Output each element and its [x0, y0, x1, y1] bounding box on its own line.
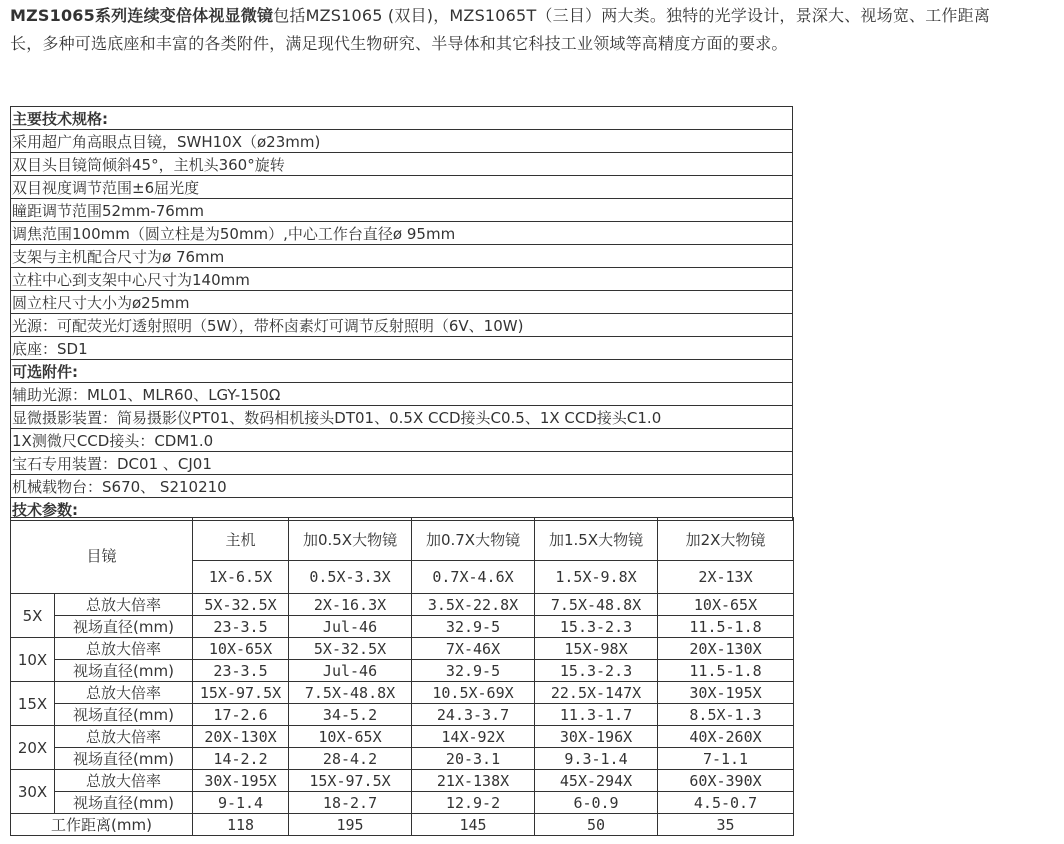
field-of-view-cell: 11.5-1.8: [658, 660, 794, 682]
spec-item: 支架与主机配合尺寸为ø 76mm: [11, 245, 793, 268]
field-of-view-cell: 9.3-1.4: [535, 748, 658, 770]
field-of-view-cell: 12.9-2: [412, 792, 535, 814]
zoom-range-cell: 1X-6.5X: [193, 561, 289, 594]
magnification-label: 总放大倍率: [55, 594, 193, 616]
column-header: 加0.5X大物镜: [289, 518, 412, 561]
field-of-view-label: 视场直径(mm): [55, 748, 193, 770]
magnification-cell: 15X-97.5X: [289, 770, 412, 792]
field-of-view-cell: 8.5X-1.3: [658, 704, 794, 726]
eyepiece-power-cell: 30X: [11, 770, 55, 814]
column-header: 加1.5X大物镜: [535, 518, 658, 561]
magnification-label: 总放大倍率: [55, 682, 193, 704]
field-of-view-cell: 24.3-3.7: [412, 704, 535, 726]
spec-table: [10, 106, 793, 521]
magnification-cell: 14X-92X: [412, 726, 535, 748]
magnification-cell: 22.5X-147X: [535, 682, 658, 704]
zoom-range-cell: 1.5X-9.8X: [535, 561, 658, 594]
magnification-cell: 7.5X-48.8X: [535, 594, 658, 616]
working-distance-label: 工作距离(mm): [11, 814, 193, 836]
magnification-cell: 10X-65X: [289, 726, 412, 748]
magnification-cell: 7X-46X: [412, 638, 535, 660]
field-of-view-cell: 9-1.4: [193, 792, 289, 814]
spec-item: 立柱中心到支架中心尺寸为140mm: [11, 268, 793, 291]
accessory-item: 辅助光源：ML01、MLR60、LGY-150Ω: [11, 383, 793, 406]
field-of-view-cell: 15.3-2.3: [535, 660, 658, 682]
accessory-item: 机械载物台：S670、 S210210: [11, 475, 793, 498]
spec-item: 圆立柱尺寸大小为ø25mm: [11, 291, 793, 314]
magnification-cell: 7.5X-48.8X: [289, 682, 412, 704]
field-of-view-cell: 6-0.9: [535, 792, 658, 814]
column-header: 加2X大物镜: [658, 518, 794, 561]
magnification-cell: 20X-130X: [193, 726, 289, 748]
field-of-view-label: 视场直径(mm): [55, 704, 193, 726]
column-header: 加0.7X大物镜: [412, 518, 535, 561]
working-distance-cell: 118: [193, 814, 289, 836]
field-of-view-cell: 20-3.1: [412, 748, 535, 770]
intro-text: 包括MZS1065 (双目)，MZS1065T（三目）两大类。独特的光学设计，景深大、视场宽、工作距离长，多种可选底座和丰富的各类附件，满足现代生物研究、半导体和其它科技工业领域等高精度方面的要求。: [10, 6, 991, 53]
field-of-view-label: 视场直径(mm): [55, 660, 193, 682]
field-of-view-cell: Jul-46: [289, 616, 412, 638]
field-of-view-cell: 23-3.5: [193, 616, 289, 638]
field-of-view-cell: 32.9-5: [412, 616, 535, 638]
column-header: 主机: [193, 518, 289, 561]
zoom-range-cell: 0.5X-3.3X: [289, 561, 412, 594]
field-of-view-cell: 17-2.6: [193, 704, 289, 726]
eyepiece-power-cell: 5X: [11, 594, 55, 638]
param-table: [10, 517, 794, 836]
magnification-label: 总放大倍率: [55, 770, 193, 792]
section-header-main-specs: 主要技术规格:: [11, 107, 793, 130]
field-of-view-cell: 14-2.2: [193, 748, 289, 770]
magnification-cell: 3.5X-22.8X: [412, 594, 535, 616]
intro-title: MZS1065系列连续变倍体视显微镜: [10, 6, 274, 25]
magnification-label: 总放大倍率: [55, 638, 193, 660]
field-of-view-cell: 18-2.7: [289, 792, 412, 814]
working-distance-cell: 195: [289, 814, 412, 836]
magnification-cell: 30X-195X: [193, 770, 289, 792]
spec-item: 调焦范围100mm（圆立柱是为50mm）,中心工作台直径ø 95mm: [11, 222, 793, 245]
field-of-view-cell: 11.5-1.8: [658, 616, 794, 638]
magnification-cell: 20X-130X: [658, 638, 794, 660]
field-of-view-cell: 11.3-1.7: [535, 704, 658, 726]
spec-item: 双目头目镜筒倾斜45°，主机头360°旋转: [11, 153, 793, 176]
eyepiece-power-cell: 10X: [11, 638, 55, 682]
accessory-item: 1X测微尺CCD接头：CDM1.0: [11, 429, 793, 452]
magnification-cell: 10X-65X: [193, 638, 289, 660]
field-of-view-cell: 28-4.2: [289, 748, 412, 770]
magnification-cell: 21X-138X: [412, 770, 535, 792]
field-of-view-cell: 4.5-0.7: [658, 792, 794, 814]
working-distance-cell: 145: [412, 814, 535, 836]
section-header-technical-params: 技术参数:: [11, 498, 793, 521]
field-of-view-cell: Jul-46: [289, 660, 412, 682]
working-distance-cell: 50: [535, 814, 658, 836]
accessory-item: 显微摄影装置：简易摄影仪PT01、数码相机接头DT01、0.5X CCD接头C0.5、1X CCD接头C1.0: [11, 406, 793, 429]
intro-paragraph: [10, 2, 1010, 58]
field-of-view-cell: 23-3.5: [193, 660, 289, 682]
section-header-optional-accessories: 可选附件:: [11, 360, 793, 383]
accessory-item: 宝石专用装置：DC01 、CJ01: [11, 452, 793, 475]
field-of-view-cell: 34-5.2: [289, 704, 412, 726]
field-of-view-cell: 15.3-2.3: [535, 616, 658, 638]
magnification-cell: 5X-32.5X: [193, 594, 289, 616]
working-distance-cell: 35: [658, 814, 794, 836]
field-of-view-cell: 32.9-5: [412, 660, 535, 682]
magnification-cell: 60X-390X: [658, 770, 794, 792]
magnification-cell: 30X-195X: [658, 682, 794, 704]
magnification-cell: 15X-97.5X: [193, 682, 289, 704]
magnification-cell: 2X-16.3X: [289, 594, 412, 616]
zoom-range-cell: 0.7X-4.6X: [412, 561, 535, 594]
magnification-cell: 30X-196X: [535, 726, 658, 748]
eyepiece-power-cell: 15X: [11, 682, 55, 726]
magnification-cell: 40X-260X: [658, 726, 794, 748]
field-of-view-label: 视场直径(mm): [55, 792, 193, 814]
spec-item: 底座：SD1: [11, 337, 793, 360]
spec-item: 光源：可配荧光灯透射照明（5W），带杯卤素灯可调节反射照明（6V、10W): [11, 314, 793, 337]
magnification-cell: 15X-98X: [535, 638, 658, 660]
magnification-cell: 10.5X-69X: [412, 682, 535, 704]
eyepiece-header: 目镜: [11, 518, 193, 594]
zoom-range-cell: 2X-13X: [658, 561, 794, 594]
spec-item: 双目视度调节范围±6屈光度: [11, 176, 793, 199]
spec-item: 瞳距调节范围52mm-76mm: [11, 199, 793, 222]
field-of-view-cell: 7-1.1: [658, 748, 794, 770]
magnification-cell: 5X-32.5X: [289, 638, 412, 660]
magnification-label: 总放大倍率: [55, 726, 193, 748]
eyepiece-power-cell: 20X: [11, 726, 55, 770]
magnification-cell: 10X-65X: [658, 594, 794, 616]
magnification-cell: 45X-294X: [535, 770, 658, 792]
spec-item: 采用超广角高眼点目镜，SWH10X（ø23mm): [11, 130, 793, 153]
field-of-view-label: 视场直径(mm): [55, 616, 193, 638]
